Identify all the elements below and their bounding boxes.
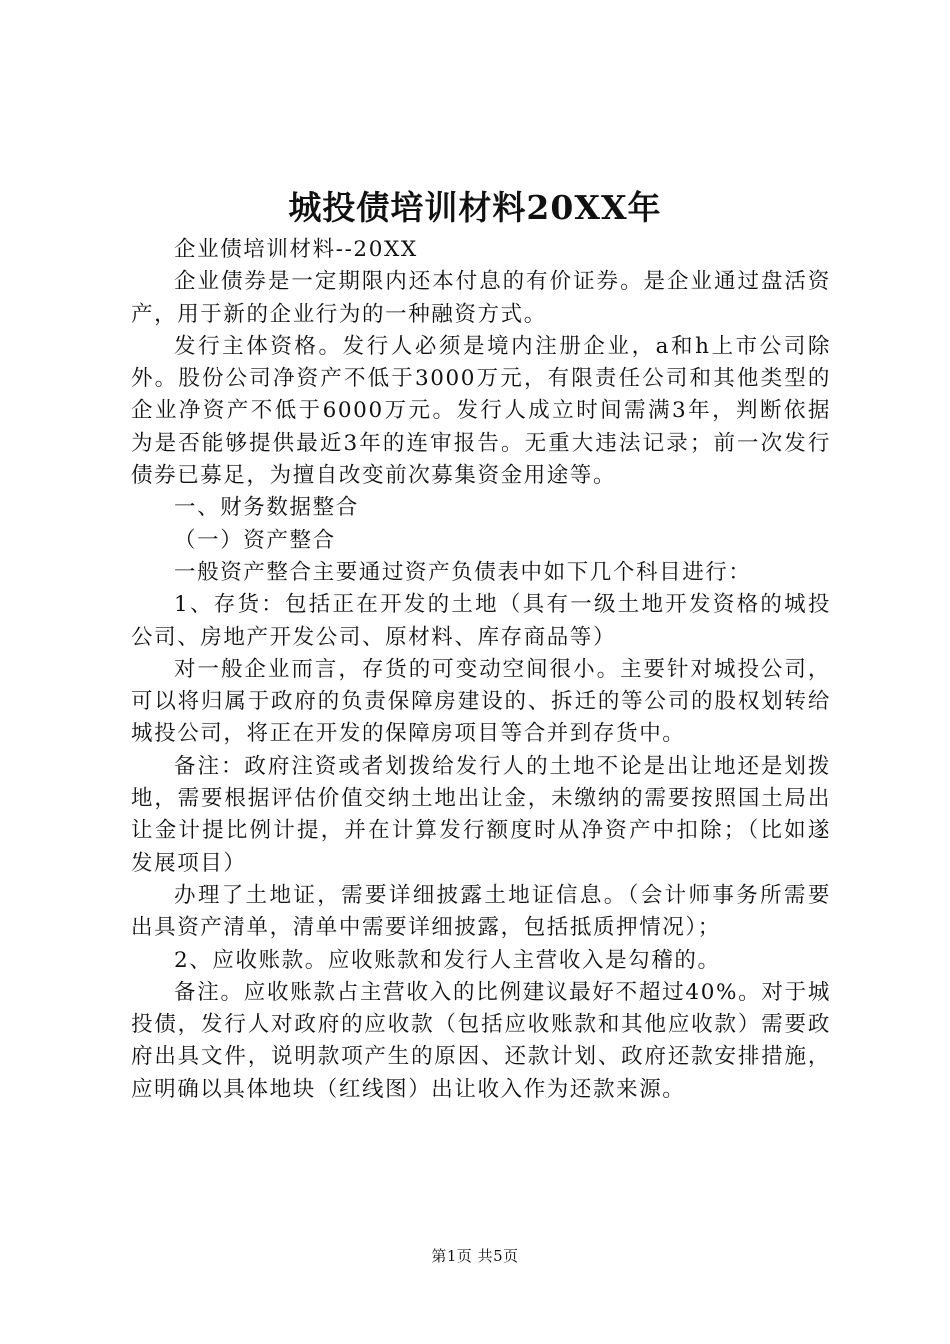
paragraph-land-certificate: 办理了土地证，需要详细披露土地证信息。（会计师事务所需要出具资产清单，清单中需要详细披露，包括抵质押情况）； xyxy=(131,882,831,941)
document-title: 城投债培训材料20XX年 xyxy=(288,188,662,227)
list-item-inventory: 1、存货：包括正在开发的土地（具有一级土地开发资格的城投公司、房地产开发公司、原材料、库存商品等） xyxy=(131,592,831,650)
paragraph-subtitle: 企业债培训材料--20XX xyxy=(174,237,418,262)
paragraph-land-note: 备注：政府注资或者划拨给发行人的土地不论是出让地还是划拨地，需要根据评估价值交纳土地出让金，未缴纳的需要按照国土局出让金计提比例计提，并在计算发行额度时从净资产中扣除；（比如遂发展项目） xyxy=(131,753,831,876)
paragraph-receivables-note: 备注。应收账款占主营收入的比例建议最好不超过40%。对于城投债，发行人对政府的应收款（包括应收账款和其他应收款）需要政府出具文件，说明款项产生的原因、还款计划、政府还款安排措施，应明确以具体地块（红线图）出让收入作为还款来源。 xyxy=(131,979,831,1102)
paragraph-inventory-detail: 对一般企业而言，存货的可变动空间很小。主要针对城投公司，可以将归属于政府的负责保障房建设的、拆迁的等公司的股权划转给城投公司，将正在开发的保障房项目等合并到存货中。 xyxy=(131,656,831,747)
document-body xyxy=(131,234,831,1106)
subsection-heading-assets: （一）资产整合 xyxy=(174,527,336,553)
paragraph-definition: 企业债券是一定期限内还本付息的有价证券。是企业通过盘活资产，用于新的企业行为的一种融资方式。 xyxy=(131,269,831,327)
section-heading-financial-data: 一、财务数据整合 xyxy=(174,495,359,521)
page-number-footer: 第1页 共5页 xyxy=(431,1247,519,1265)
paragraph-asset-intro: 一般资产整合主要通过资产负债表中如下几个科目进行： xyxy=(174,559,752,585)
paragraph-issuer-qualification: 发行主体资格。发行人必须是境内注册企业，a和h上市公司除外。股份公司净资产不低于3000万元，有限责任公司和其他类型的企业净资产不低于6000万元。发行人成立时间需满3年，判断依据为是否能够提供最近3年的连审报告。无重大违法记录；前一次发行债券已募足，为擅自改变前次募集资金用途等。 xyxy=(131,333,831,489)
list-item-receivables: 2、应收账款。应收账款和发行人主营收入是勾稽的。 xyxy=(174,947,721,973)
